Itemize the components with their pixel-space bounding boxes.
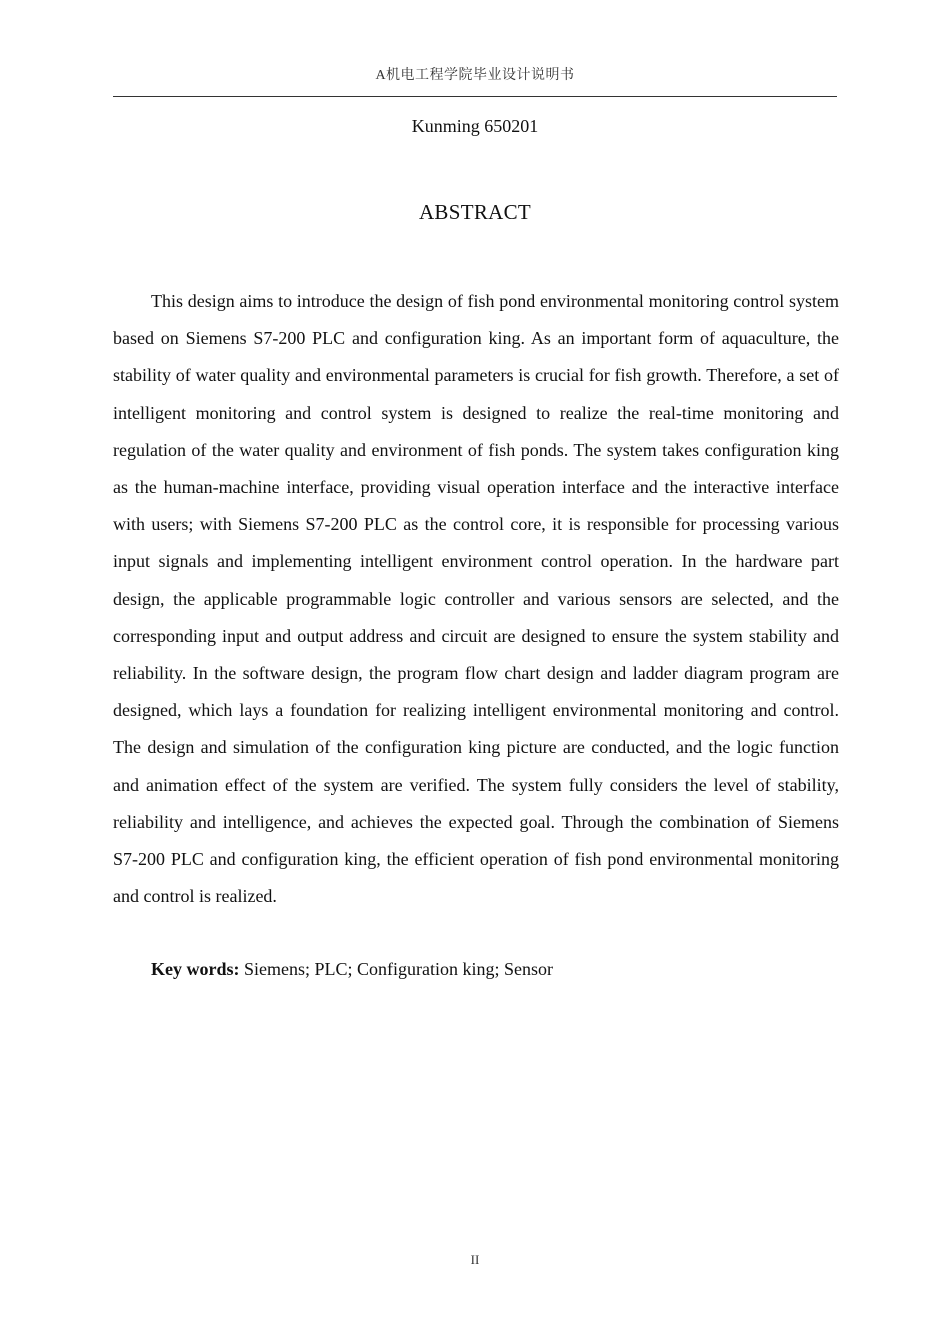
address-line: Kunming 650201 bbox=[411, 116, 539, 136]
keywords-value: Siemens; PLC; Configuration king; Sensor bbox=[244, 959, 553, 979]
keywords-line bbox=[151, 956, 553, 982]
page-number: II bbox=[470, 1252, 480, 1267]
header-divider bbox=[113, 96, 837, 97]
running-header: A机电工程学院毕业设计说明书 bbox=[375, 68, 575, 83]
keywords-label: Key words: bbox=[151, 959, 240, 979]
abstract-heading: ABSTRACT bbox=[418, 200, 532, 224]
abstract-paragraph: This design aims to introduce the design of fish pond environmental monitoring control system based on Siemens S7-200 PLC and configuration king. As an important form of aquaculture, the stability of water quality and environmental parameters is crucial for fish growth. Therefore, a set of intelligent monitoring and control system is designed to realize the real-time monitoring and regulation of the water quality and environment of fish ponds. The system takes configuration king as the human-machine interface, providing visual operation interface and the interactive interface with users; with Siemens S7-200 PLC as the control core, it is responsible for processing various input signals and implementing intelligent environment control operation. In the hardware part design, the applicable programmable logic controller and various sensors are selected, and the corresponding input and output address and circuit are designed to ensure the system stability and reliability. In the software design, the program flow chart design and ladder diagram program are designed, which lays a foundation for realizing intelligent environmental monitoring and control. The design and simulation of the configuration king picture are conducted, and the logic function and animation effect of the system are verified. The system fully considers the level of stability, reliability and intelligence, and achieves the expected goal. Through the combination of Siemens S7-200 PLC and configuration king, the efficient operation of fish pond environmental monitoring and control is realized. bbox=[113, 291, 839, 907]
